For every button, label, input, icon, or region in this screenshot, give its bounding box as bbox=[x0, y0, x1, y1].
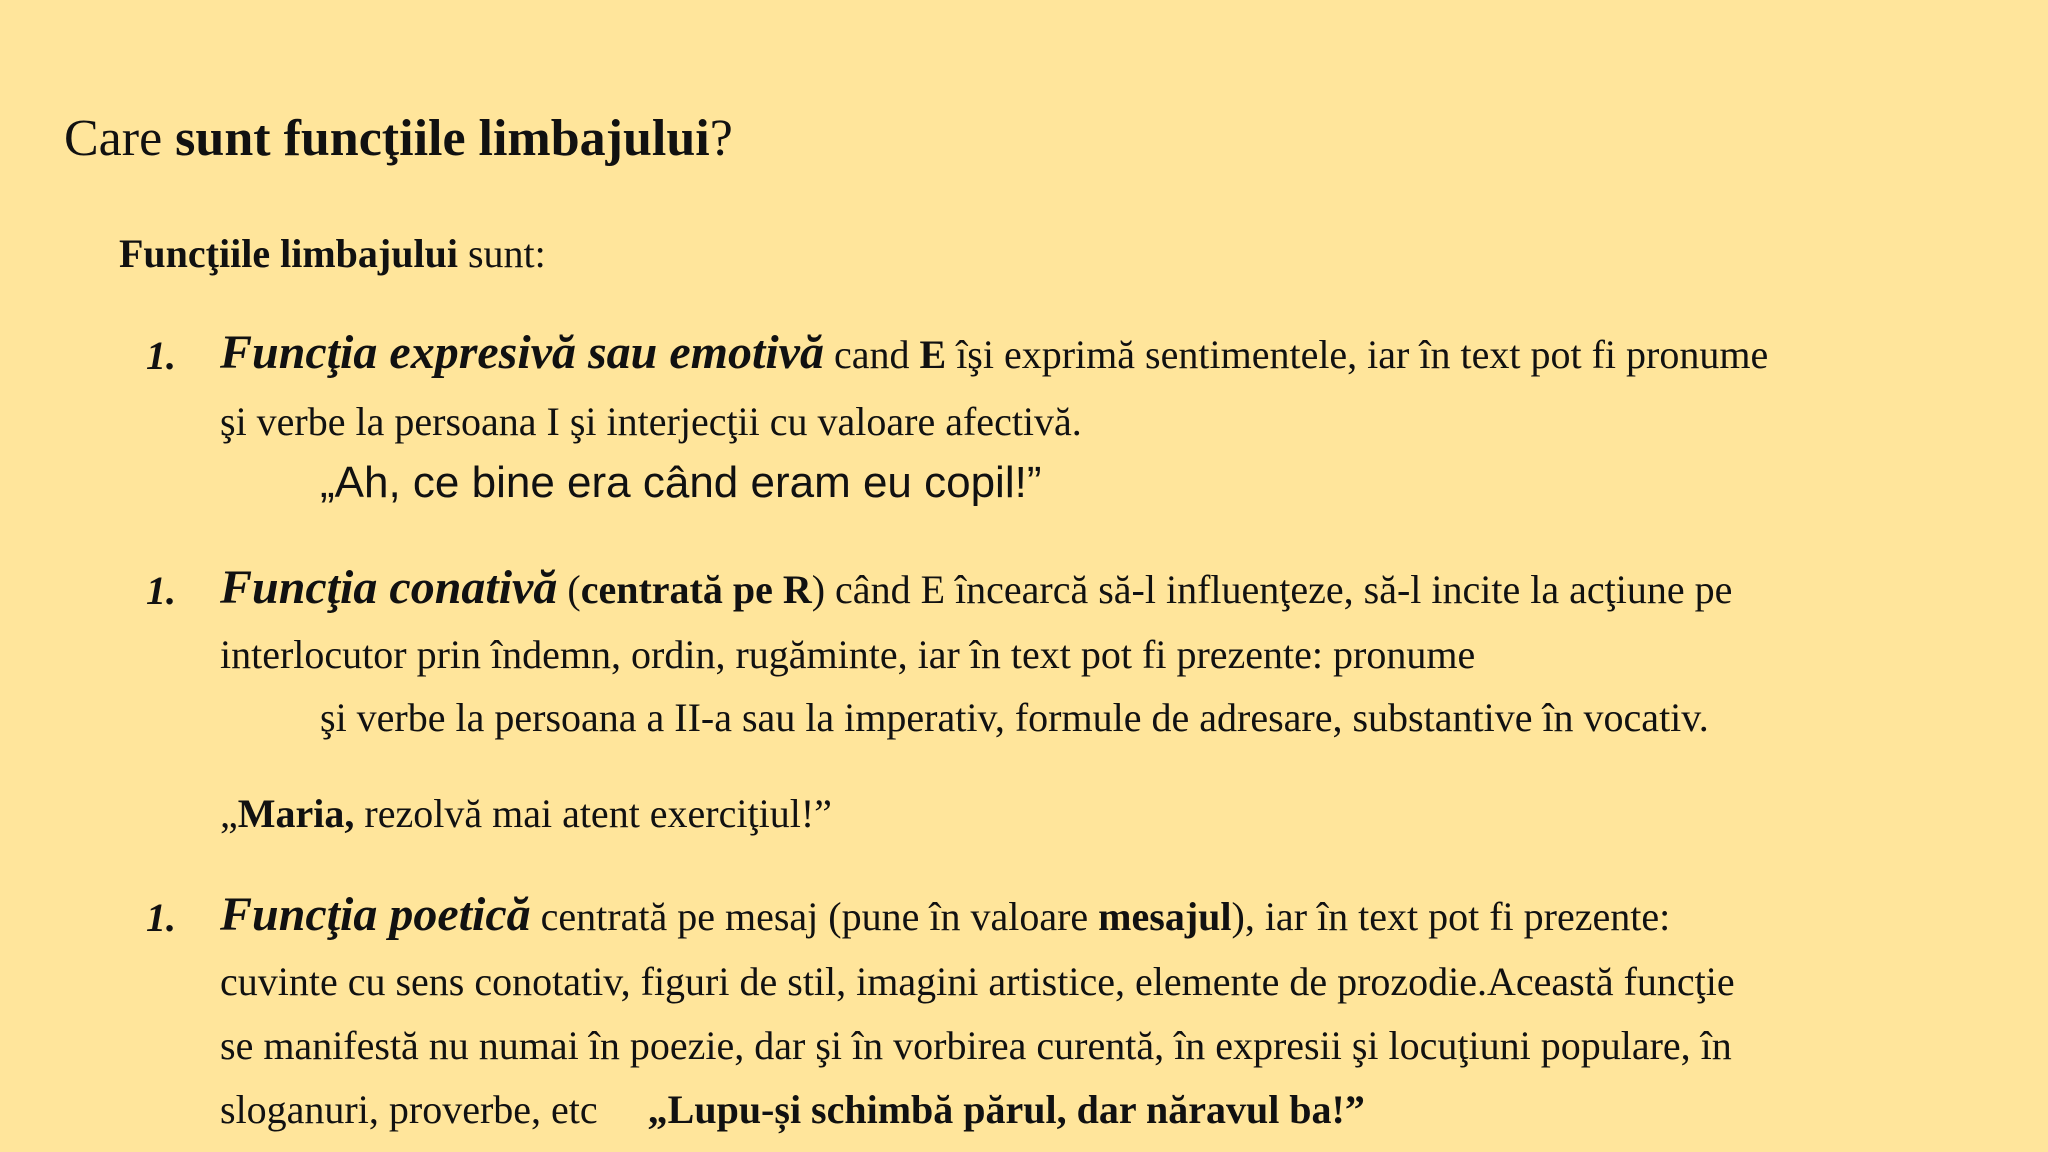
slide-title bbox=[64, 102, 733, 176]
intro-line bbox=[119, 228, 546, 280]
item-2-text-bold: centrată pe R bbox=[580, 567, 812, 612]
item-1-heading: Funcţia expresivă sau emotivă bbox=[220, 326, 824, 379]
item-1-line-2: şi verbe la persoana I şi interjecţii cu valoare afectivă. bbox=[220, 399, 1082, 444]
item-1-example: „Ah, ce bine era când eram eu copil!” bbox=[320, 458, 1042, 507]
item-2-example-open: „ bbox=[220, 791, 238, 836]
title-prefix: Care bbox=[64, 110, 176, 167]
item-3-line-2: cuvinte cu sens conotativ, figuri de stil, imagini artistice, elemente de prozodie.Această funcţie bbox=[220, 959, 1735, 1004]
item-2-example-rest: rezolvă mai atent exerciţiul!” bbox=[354, 791, 832, 836]
item-3-line-3: se manifestă nu numai în poezie, dar şi în vorbirea curentă, în expresii şi locuţiuni populare, în bbox=[220, 1023, 1732, 1068]
item-2-example-bold: Maria, bbox=[237, 791, 355, 836]
item-2-line-3: şi verbe la persoana a II-a sau la imperativ, formule de adresare, substantive în vocativ. bbox=[320, 695, 1709, 740]
item-3-text-a: centrată pe mesaj (pune în valoare bbox=[530, 894, 1099, 939]
item-3-example: „Lupu-și schimbă părul, dar năravul ba!” bbox=[647, 1087, 1365, 1132]
item-1-text-a: cand bbox=[823, 332, 920, 377]
item-2-heading: Funcţia conativă bbox=[220, 561, 558, 614]
item-3-text-bold: mesajul bbox=[1098, 894, 1232, 939]
item-2-text-b: ) când E încearcă să-l influenţeze, să-l incite la acţiune pe bbox=[811, 567, 1733, 612]
item-3-line-1 bbox=[220, 889, 1670, 943]
item-3-line-4 bbox=[220, 1084, 1365, 1136]
item-1-text-b: îşi exprimă sentimentele, iar în text pot fi pronume bbox=[946, 332, 1769, 377]
item-3-text-b: ), iar în text pot fi prezente: bbox=[1231, 894, 1671, 939]
item-1-number: 1. bbox=[146, 333, 176, 378]
item-2-text-a: ( bbox=[557, 567, 581, 612]
item-3-number: 1. bbox=[146, 895, 176, 940]
title-bold: sunt funcţiile limbajului bbox=[175, 110, 710, 167]
item-1-line-1 bbox=[220, 327, 1768, 381]
title-suffix: ? bbox=[709, 110, 733, 167]
item-1-text-bold: E bbox=[919, 332, 947, 377]
intro-rest: sunt: bbox=[457, 231, 546, 276]
item-3-heading: Funcţia poetică bbox=[220, 888, 531, 941]
item-2-line-1 bbox=[220, 562, 1732, 616]
item-2-number: 1. bbox=[146, 568, 176, 613]
item-2-example bbox=[220, 788, 832, 840]
item-2-line-2: interlocutor prin îndemn, ordin, rugăminte, iar în text pot fi prezente: pronume bbox=[220, 632, 1476, 677]
intro-bold: Funcţiile limbajului bbox=[119, 231, 458, 276]
item-3-line-4-text: sloganuri, proverbe, etc bbox=[220, 1087, 598, 1132]
